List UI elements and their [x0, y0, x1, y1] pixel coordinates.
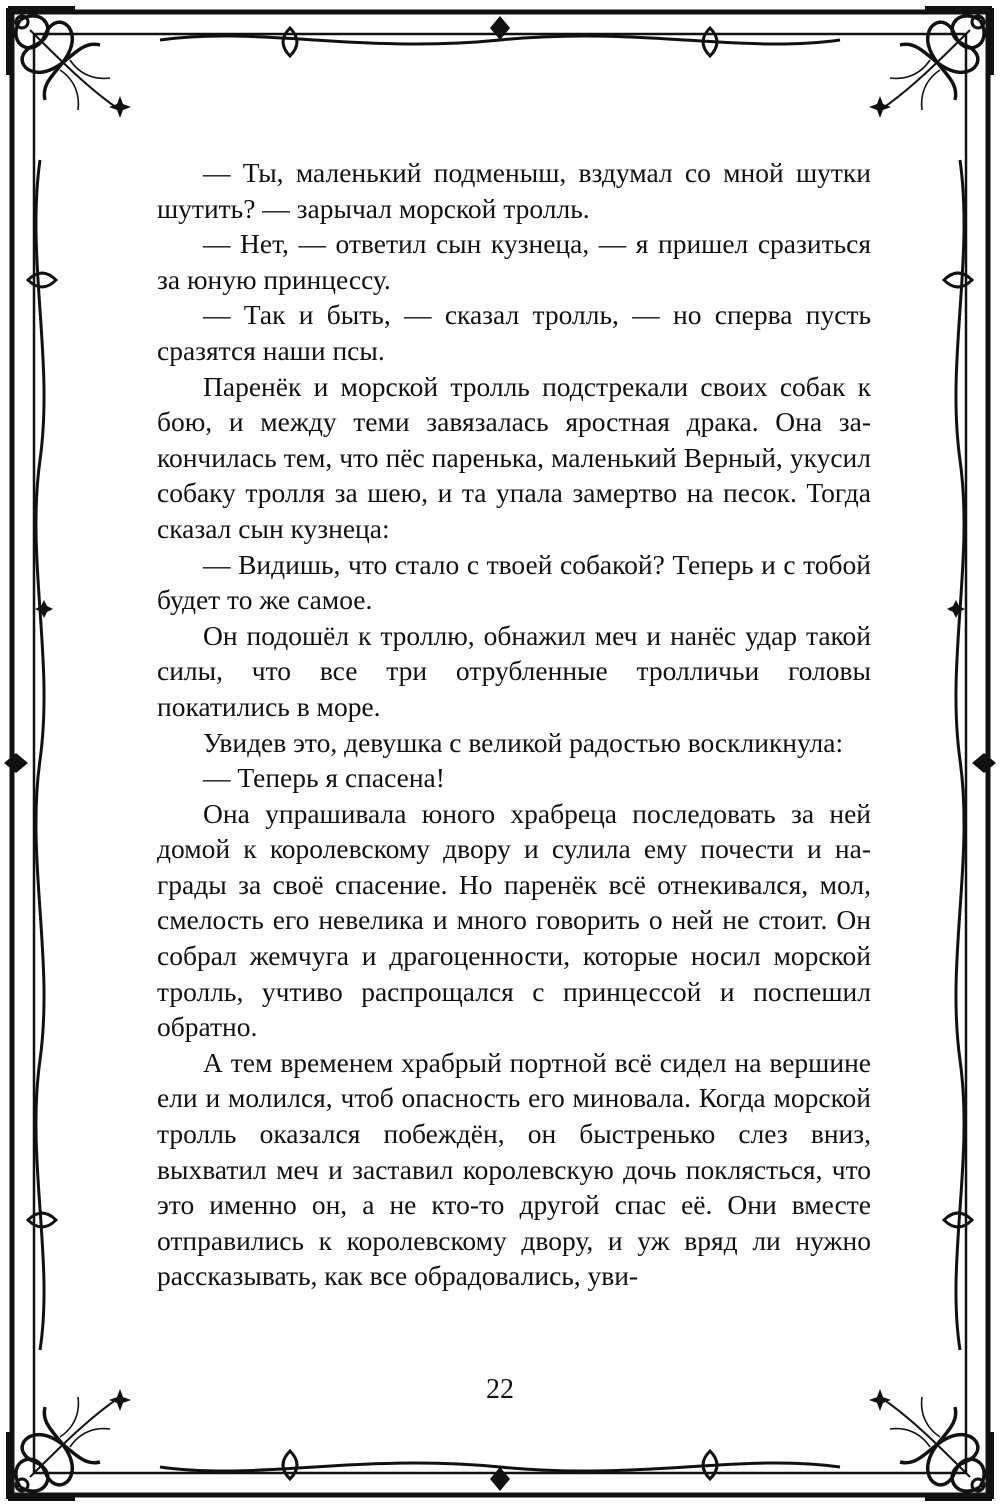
paragraph: Паренёк и морской тролль подстрекали своих собак к бою, и между теми завязалась яростная драка. Она закончилась тем, что пёс паренька, маленький Верный, укусил собаку тролля за шею, и та упала замертво на песок. Тогда сказал сын кузнеца: — [157, 370, 871, 544]
paragraph: А тем временем храбрый портной всё сидел на вершине ели и молился, чтоб опасность его миновала. Когда морской тролль оказался побеждён, он быстренько слез вниз, выхватил меч и заставил королевскую дочь поклясться, что это именно он, а не кто-то другой спас её. Они вместе отправились к королевскому двору, и уж вряд ли нужно рассказывать, как все обрадовались, уви- — [157, 1046, 871, 1292]
paragraph: — Так и быть, — сказал тролль, — но сперва пусть сразятся наши псы. — [157, 299, 871, 366]
paragraph: — Видишь, что стало с твоей собакой? Теперь и с тобой будет то же самое. — [157, 548, 871, 616]
paragraph: — Нет, — ответил сын кузнеца, — я пришел сразиться за юную принцессу. — [157, 228, 871, 295]
frame-corner-top-right — [869, 8, 992, 118]
paragraph: Она упрашивала юного храбреца последовать за ней домой к королевскому двору и сулила ему почести и награды за своё спасение. Но паренёк всё отнекивался, мол, смелость его невелика и много говорить о ней не стоит. Он собрал жемчуга и драгоценности, которые носил морской тролль, учтиво распрощался с принцессой и поспешил обратно. — [157, 797, 871, 1043]
page-number: 22 — [486, 1374, 514, 1405]
page-text — [157, 155, 871, 1294]
paragraph: Увидев это, девушка с великой радостью воскликнула: — [203, 726, 844, 758]
frame-corner-top-left — [8, 8, 131, 118]
paragraph: — Теперь я спасена! — [203, 762, 445, 794]
paragraph: Он подошёл к троллю, обнажил меч и нанёс удар такой силы, что все три отрубленные тролличьи головы покатились в море. — [157, 619, 871, 722]
paragraph: — Ты, маленький подменыш, вздумал со мной шутки шутить? — зарычал морской тролль. — [157, 157, 871, 224]
